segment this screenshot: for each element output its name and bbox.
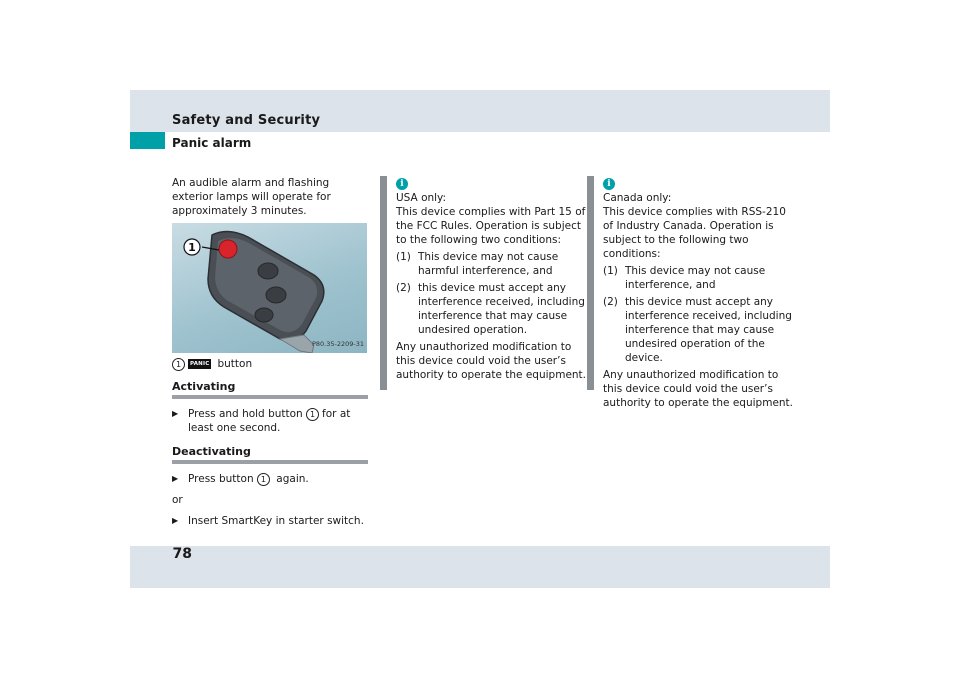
caption-label: button [217, 358, 253, 370]
panic-icon: PANIC [190, 361, 210, 367]
list-number: (1) [396, 251, 411, 263]
info-bar-usa [380, 176, 387, 390]
list-item [396, 250, 586, 278]
list-item [603, 295, 793, 365]
caption-number: 1 [172, 358, 185, 371]
info-block-usa [396, 176, 586, 382]
list-number: (1) [603, 265, 618, 277]
activating-heading: Activating [172, 380, 368, 399]
arrow-right-icon: ▶ [172, 409, 179, 418]
page-number: 78 [172, 546, 192, 562]
info-block-canada [603, 176, 793, 410]
smartkey-illustration [172, 223, 367, 353]
header-accent-square [130, 132, 165, 149]
info-icon: i [603, 178, 615, 190]
step-text-after: for at least one second. [188, 408, 351, 434]
info-closing: Any unauthorized modification to this device could void the user’s authority to operate the equipment. [603, 369, 794, 409]
step-text: Insert SmartKey in starter switch. [188, 515, 364, 527]
step-button-number: 1 [306, 408, 319, 421]
info-intro: This device complies with Part 15 of the FCC Rules. Operation is subject to the following two conditions: [396, 206, 586, 246]
smartkey-figure [172, 223, 367, 353]
activating-step [172, 407, 368, 435]
footer-band [130, 546, 830, 588]
figure-code: P80.35-2209-31 [311, 340, 364, 348]
or-text: or [172, 494, 183, 506]
list-item [396, 281, 586, 337]
step-text [188, 472, 309, 486]
info-bar-canada [587, 176, 594, 390]
info-title: Canada only: [603, 192, 672, 204]
step-button-number: 1 [257, 473, 270, 486]
deactivating-step-1 [172, 472, 368, 486]
step-text-before: Press and hold button [188, 408, 303, 420]
list-text: this device must accept any interference received, including interference that may cause undesired operation of the device. [625, 296, 792, 364]
list-number: (2) [603, 296, 618, 308]
list-number: (2) [396, 282, 411, 294]
callout-number: 1 [188, 241, 196, 254]
list-item [603, 264, 793, 292]
step-text-after: again. [276, 473, 309, 485]
step-text-before: Press button [188, 473, 254, 485]
info-intro: This device complies with RSS-210 of Industry Canada. Operation is subject to the following two conditions: [603, 206, 786, 260]
info-title: USA only: [396, 192, 447, 204]
page-subtitle: Panic alarm [172, 136, 252, 150]
list-text: This device may not cause harmful interference, and [418, 251, 559, 277]
arrow-right-icon: ▶ [172, 516, 179, 525]
deactivating-heading: Deactivating [172, 445, 368, 464]
step-text [188, 407, 368, 435]
intro-text: An audible alarm and flashing exterior lamps will operate for approximately 3 minutes. [172, 177, 331, 217]
info-closing: Any unauthorized modification to this device could void the user’s authority to operate the equipment. [396, 341, 587, 381]
section-title: Safety and Security [172, 113, 321, 128]
figure-caption [172, 357, 368, 371]
list-text: This device may not cause interference, and [625, 265, 766, 291]
list-text: this device must accept any interference received, including interference that may cause undesired operation. [418, 282, 585, 336]
left-column [172, 176, 368, 535]
deactivating-step-2 [172, 514, 368, 528]
info-icon: i [396, 178, 408, 190]
arrow-right-icon: ▶ [172, 474, 179, 483]
